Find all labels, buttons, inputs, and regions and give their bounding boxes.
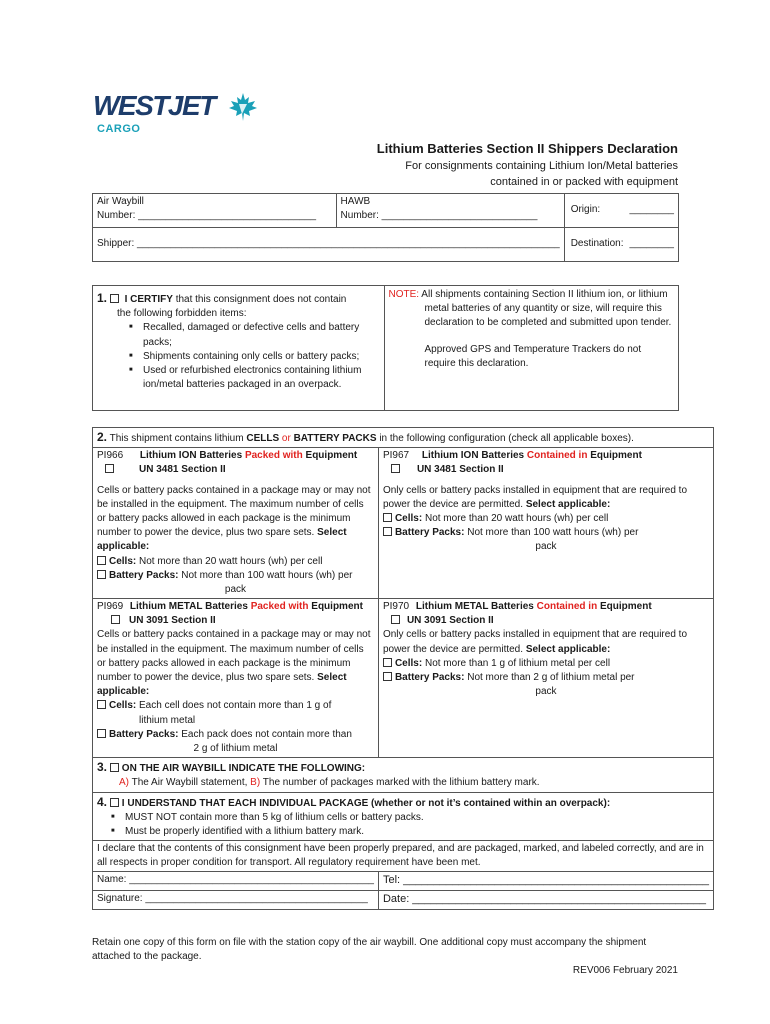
pi967-un: UN 3481 Section II xyxy=(416,464,504,476)
destination-cell[interactable] xyxy=(564,228,678,262)
pi970-packs-text: Not more than 2 g of lithium metal per xyxy=(464,672,635,683)
pi969-cells-label: Cells: xyxy=(109,700,137,712)
forbidden-item: ■ Shipments containing only cells or battery packs; xyxy=(115,350,380,364)
pi967-checkbox[interactable] xyxy=(391,464,400,473)
pi970-checkbox[interactable] xyxy=(391,615,400,624)
pi970-cells-label: Cells: xyxy=(394,657,423,669)
header-table xyxy=(92,193,679,262)
pi969-select: Select applicable: xyxy=(97,672,347,698)
pi966-select: Select applicable: xyxy=(97,527,347,553)
shipper-field: Shipper: ____________________________________________________________________________ xyxy=(97,238,560,250)
footer-note: Retain one copy of this form on file with the station copy of the air waybill. One additional copy must accompany the shipment attached to the package. xyxy=(92,937,647,962)
pi970-cells-text: Not more than 1 g of lithium metal per cell xyxy=(422,657,611,669)
pi970-packs-label: Battery Packs: xyxy=(394,672,465,683)
pi966-packs-label: Battery Packs: xyxy=(109,569,179,581)
section-2-4-table xyxy=(92,427,714,910)
pi967-cells-checkbox[interactable] xyxy=(383,513,392,522)
pi966-title: Lithium ION Batteries xyxy=(139,450,245,462)
cells-label: CELLS xyxy=(246,433,280,444)
forbidden-item: ■ Recalled, damaged or defective cells and battery packs; xyxy=(115,321,380,349)
section-1-certify xyxy=(93,286,385,411)
pi966-checkbox[interactable] xyxy=(105,464,114,473)
section-2-intro-end: in the following configuration (check all applicable boxes). xyxy=(376,433,634,444)
pi969-packs-text: Each pack does not contain more than xyxy=(178,728,352,740)
pi969-packs-label: Battery Packs: xyxy=(109,728,179,740)
package-rule-item: ■ Must be properly identified with a lithium battery mark. xyxy=(97,825,709,839)
pi967-body: Only cells or battery packs installed in equipment that are required to power the device are permitted. xyxy=(382,484,688,510)
pi969-cell xyxy=(93,599,379,758)
origin-label: Origin: xyxy=(570,204,601,216)
logo-wordmark: WESTJET xyxy=(93,90,215,121)
pi970-select: Select applicable: xyxy=(525,643,611,655)
section-1-certify-label: I CERTIFY xyxy=(124,294,173,305)
origin-value: ________ xyxy=(629,204,674,216)
page-title: Lithium Batteries Section II Shippers Declaration xyxy=(376,141,678,156)
section-1-table xyxy=(92,285,679,411)
pi967-code: PI967 xyxy=(382,450,410,462)
pi969-body: Cells or battery packs contained in a package may or may not be installed in the equipment. The maximum number of cells or battery packs allowed in each package is the minimum number to power the device, plus two spare sets. xyxy=(97,629,371,683)
pi970-packs-checkbox[interactable] xyxy=(383,672,392,681)
pi969-code: PI969 xyxy=(97,601,124,613)
revision: REV006 February 2021 xyxy=(572,965,678,976)
pi967-title-end: Equipment xyxy=(587,450,642,462)
section-3-title: ON THE AIR WAYBILL INDICATE THE FOLLOWING: xyxy=(121,763,366,775)
pi967-packs-text-2: pack xyxy=(535,541,557,553)
pi966-title-red: Packed with xyxy=(244,450,303,462)
section-2-intro: This shipment contains lithium xyxy=(107,433,247,444)
pi969-packs-text-2: 2 g of lithium metal xyxy=(193,742,278,754)
pi966-body: Cells or battery packs contained in a package may or may not be installed in the equipment. The maximum number of cells or battery packs allowed in each package is the minimum number to power the device, plus two spare sets. xyxy=(97,484,371,539)
package-rules-list xyxy=(97,811,709,839)
pi970-body: Only cells or battery packs installed in equipment that are required to power the device are permitted. xyxy=(382,629,688,655)
pi966-code: PI966 xyxy=(97,450,124,462)
section-3-b-label: B) xyxy=(250,777,261,789)
section-1-text: that this consignment does not contain xyxy=(172,294,347,305)
section-4-checkbox[interactable] xyxy=(110,798,119,807)
hawb-cell[interactable] xyxy=(336,194,564,228)
section-1-checkbox[interactable] xyxy=(110,294,119,303)
air-waybill-cell[interactable] xyxy=(93,194,337,228)
section-3-checkbox[interactable] xyxy=(110,763,119,772)
pi966-cells-label: Cells: xyxy=(109,555,137,567)
pi966-packs-checkbox[interactable] xyxy=(97,570,106,579)
tel-field[interactable]: Tel: __________________________________________________ xyxy=(378,872,713,891)
pi969-cells-text-2: lithium metal xyxy=(139,714,196,726)
pi966-cell xyxy=(93,448,379,599)
pi969-checkbox[interactable] xyxy=(111,615,120,624)
pi970-cells-checkbox[interactable] xyxy=(383,658,392,667)
section-3-b-text: The number of packages marked with the lithium battery mark. xyxy=(260,777,540,789)
pi967-select: Select applicable: xyxy=(525,498,611,510)
pi967-cell xyxy=(378,448,713,599)
pi970-packs-text-2: pack xyxy=(535,686,557,698)
pi970-cell xyxy=(378,599,713,758)
pi966-cells-text: Not more than 20 watt hours (wh) per cell xyxy=(136,555,323,567)
pi966-title-end: Equipment xyxy=(302,450,358,462)
pi966-un: UN 3481 Section II xyxy=(139,464,226,476)
pi969-cells-checkbox[interactable] xyxy=(97,700,106,709)
pi969-title-red: Packed with xyxy=(250,601,309,613)
subtitle-line-1: For consignments containing Lithium Ion/Metal batteries xyxy=(405,160,678,172)
subtitle-line-2: contained in or packed with equipment xyxy=(490,176,678,188)
pi969-title-end: Equipment xyxy=(308,601,363,613)
hawb-number: Number: ____________________________ xyxy=(340,210,538,222)
destination-label: Destination: xyxy=(570,238,624,250)
pi969-packs-checkbox[interactable] xyxy=(97,729,106,738)
destination-value: ________ xyxy=(629,238,674,250)
section-1-note xyxy=(384,286,679,411)
pi970-un: UN 3091 Section II xyxy=(406,615,494,627)
pi967-title-red: Contained in xyxy=(526,450,588,462)
note-text-2: Approved GPS and Temperature Trackers do not require this declaration. xyxy=(424,343,642,369)
signature-field[interactable]: Signature: ________________________________________ xyxy=(93,891,379,910)
pi967-packs-text: Not more than 100 watt hours (wh) per xyxy=(464,527,639,539)
origin-cell[interactable] xyxy=(564,194,678,228)
forbidden-list xyxy=(97,321,380,392)
pi969-cells-text: Each cell does not contain more than 1 g of xyxy=(136,700,332,712)
section-3-number: 3. xyxy=(97,760,108,775)
section-4 xyxy=(93,792,714,841)
pi969-un: UN 3091 Section II xyxy=(129,615,216,627)
pi966-packs-text-2: pack xyxy=(224,583,247,595)
pi967-packs-label: Battery Packs: xyxy=(394,527,465,539)
section-3-a-text: The Air Waybill statement, xyxy=(129,777,251,789)
air-waybill-label: Air Waybill xyxy=(97,196,144,207)
title-block xyxy=(298,140,678,190)
pi970-code: PI970 xyxy=(382,601,410,613)
air-waybill-number: Number: ________________________________ xyxy=(97,210,317,222)
pi967-cells-label: Cells: xyxy=(394,512,423,524)
pi966-cells-checkbox[interactable] xyxy=(97,556,106,565)
section-3-a-label: A) xyxy=(119,777,129,789)
note-text: All shipments containing Section II lithium ion, or lithium metal batteries of any quantity or size, will require this declaration to be completed and submitted upon tender. xyxy=(421,289,672,329)
section-1-text-2: the following forbidden items: xyxy=(117,308,247,320)
section-2-header xyxy=(93,428,714,448)
section-2-number: 2. xyxy=(97,430,108,444)
section-1-number: 1. xyxy=(97,291,108,305)
package-rule-item: ■ MUST NOT contain more than 5 kg of lithium cells or battery packs. xyxy=(97,811,709,825)
pi967-title: Lithium ION Batteries xyxy=(421,450,527,462)
pi970-title: Lithium METAL Batteries xyxy=(415,601,537,613)
section-3 xyxy=(93,758,714,792)
note-label: NOTE: xyxy=(388,289,420,300)
date-field[interactable]: Date: ________________________________________________ xyxy=(378,891,713,910)
section-4-number: 4. xyxy=(97,794,108,809)
hawb-label: HAWB xyxy=(340,196,371,207)
pi970-title-end: Equipment xyxy=(597,601,652,613)
pi966-packs-text: Not more than 100 watt hours (wh) per xyxy=(178,569,353,581)
logo-cargo: CARGO xyxy=(97,123,141,135)
pi970-title-red: Contained in xyxy=(536,601,598,613)
pi969-title: Lithium METAL Batteries xyxy=(129,601,251,613)
declaration: I declare that the contents of this consignment have been properly prepared, and are packaged, marked, and labeled correctly, and are in all respects in proper condition for transport. All regulatory requirement have been met. xyxy=(93,841,714,872)
name-field[interactable]: Name: ____________________________________________ xyxy=(93,872,379,891)
section-4-title: I UNDERSTAND THAT EACH INDIVIDUAL PACKAGE (whether or not it’s contained within an overpack): xyxy=(121,797,611,809)
maple-leaf-icon xyxy=(227,92,259,122)
westjet-logo xyxy=(93,92,263,140)
or-label: or xyxy=(279,433,294,444)
packs-label: BATTERY PACKS xyxy=(293,433,377,444)
pi967-cells-text: Not more than 20 watt hours (wh) per cell xyxy=(422,512,609,524)
pi967-packs-checkbox[interactable] xyxy=(383,527,392,536)
shipper-cell[interactable] xyxy=(93,228,565,262)
forbidden-item: ■ Used or refurbished electronics containing lithium ion/metal batteries packaged in an overpack. xyxy=(115,364,380,392)
